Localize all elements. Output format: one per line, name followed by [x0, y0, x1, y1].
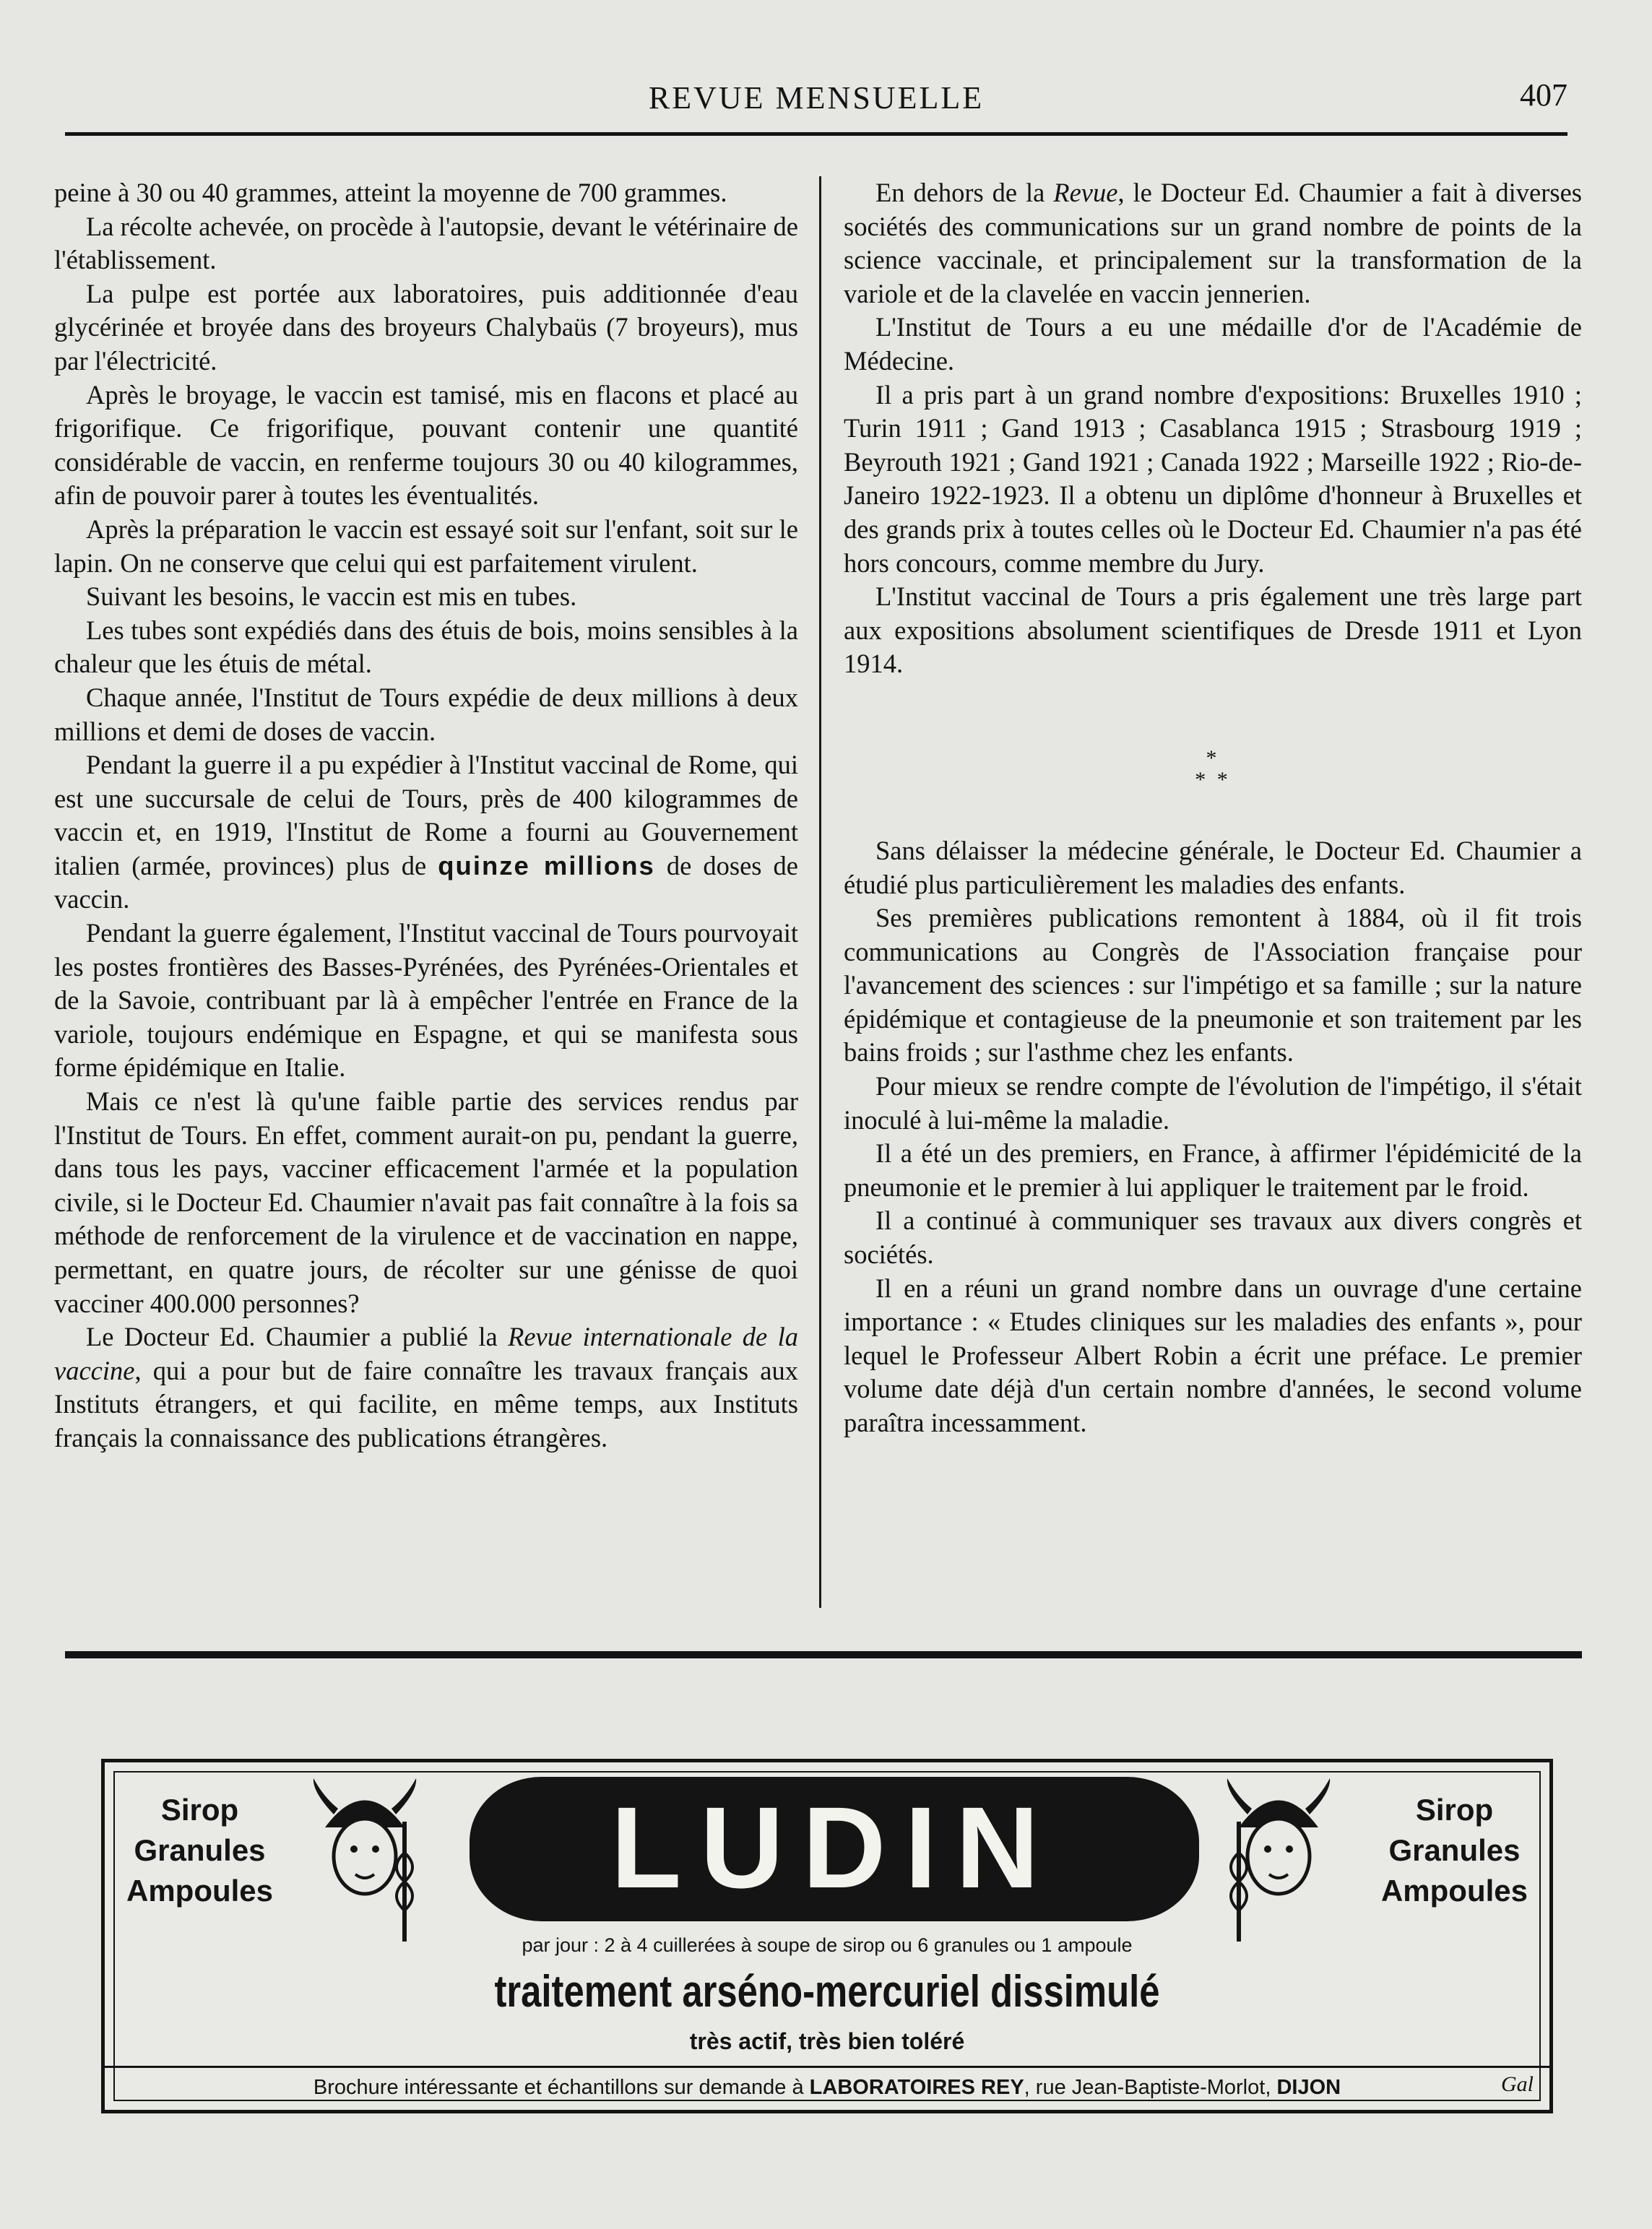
artist-signature: Gal — [1501, 2072, 1534, 2096]
paragraph: La pulpe est portée aux laboratoires, puis additionnée d'eau glycérinée et broyée dans des broyeurs Chalybaüs (7 broyeurs), mus par l'électricité. — [54, 278, 798, 376]
left-column — [54, 176, 798, 1455]
ad-form-item: Granules — [134, 1833, 266, 1867]
ad-form-item: Ampoules — [126, 1874, 274, 1908]
paragraph: Chaque année, l'Institut de Tours expédie de deux millions à deux millions et demi de doses de vaccin. — [54, 682, 798, 746]
paragraph: Après le broyage, le vaccin est tamisé, mis en flacons et placé au frigorifique. Ce frigorifique, pouvant contenir une quantité considérable de vaccin, en renferme toujours 30 ou 40 kilogrammes, afin de pouvoir parer à toutes les éventualités. — [54, 379, 798, 511]
asterism — [844, 745, 1582, 792]
paragraph: Il a continué à communiquer ses travaux aux divers congrès et sociétés. — [844, 1206, 1582, 1270]
paragraph: Il en a réuni un grand nombre dans un ouvrage d'une certaine importance : « Etudes cliniques sur les maladies des enfants », pour lequel le Professeur Albert Robin a écrit une préface. Le premier volume date déjà d'un certain nombre d'années, le second volume paraîtra incessamment. — [844, 1273, 1582, 1437]
journal-title: Revue — [1053, 178, 1118, 207]
ad-footer — [105, 2066, 1549, 2110]
page-header — [65, 72, 1567, 130]
ad-form-item: Sirop — [160, 1793, 239, 1827]
footer-address: , rue Jean-Baptiste-Morlot, — [1024, 2076, 1271, 2099]
paragraph: Il a pris part à un grand nombre d'expositions: Bruxelles 1910 ; Turin 1911 ; Gand 1913 ; Casablanca 1915 ; Strasbourg 1919 ; Beyrouth 1921 ; Gand 1921 ; Canada 1922 ; Marseille 1922 ; Rio-de-Janeiro 1922-1923. Il a obtenu un diplôme d'honneur à Bruxelles et des grands prix à toutes celles où le Docteur Ed. Chaumier n'a pas été hors concours, comme membre du Jury. — [844, 379, 1582, 578]
section-rule — [65, 1651, 1582, 1658]
paragraph — [844, 176, 1582, 311]
ad-treatment-headline: traitement arséno-mercuriel dissimulé — [494, 1967, 1160, 2017]
mercury-head-illustration — [311, 1777, 419, 1943]
asterism-bottom: * * — [1195, 767, 1231, 792]
ad-dosage: par jour : 2 à 4 cuillerées à soupe de sirop ou 6 granules ou 1 ampoule — [522, 1934, 1133, 1956]
paragraph: Après la préparation le vaccin est essayé soit sur l'enfant, soit sur le lapin. On ne conserve que celui qui est parfaitement virulent. — [54, 514, 798, 578]
advertisement — [101, 1759, 1553, 2113]
column-divider — [819, 176, 821, 1608]
paragraph: peine à 30 ou 40 grammes, atteint la moyenne de 700 grammes. — [54, 178, 727, 207]
text-run: En dehors de la — [875, 178, 1045, 207]
paragraph: Pendant la guerre également, l'Institut vaccinal de Tours pourvoyait les postes frontières des Basses-Pyrénées, des Pyrénées-Orientales et de la Savoie, contribuant par là à empêcher l'entrée en France de la variole, toujours endémique en Espagne, et qui se manifesta sous forme épidémique en Italie. — [54, 918, 798, 1083]
text-run: de doses de vaccin. — [54, 850, 799, 914]
paragraph: Il a été un des premiers, en France, à affirmer l'épidémicité de la pneumonie et le premier à lui appliquer le traitement par le froid. — [844, 1138, 1582, 1202]
asterism-top: * — [1206, 745, 1220, 770]
paragraph: La récolte achevée, on procède à l'autopsie, devant le vétérinaire de l'établissement. — [54, 211, 798, 275]
text-run: Le Docteur Ed. Chaumier a publié la — [86, 1322, 498, 1352]
emphasized-phrase: quinze millions — [438, 850, 655, 880]
paragraph: Mais ce n'est là qu'une faible partie des services rendus par l'Institut de Tours. En effet, comment aurait-on pu, pendant la guerre, dans tous les pays, vacciner efficacement l'armée et la population civile, si le Docteur Ed. Chaumier n'avait pas fait connaître à la fois sa méthode de renforcement de la virulence et de vaccination en nappe, permettant, en quatre jours, de récolter sur une génisse de quoi vacciner 400.000 personnes? — [54, 1086, 798, 1318]
ad-form-item: Granules — [1388, 1833, 1521, 1867]
footer-city: DIJON — [1276, 2076, 1341, 2099]
ad-form-item: Ampoules — [1380, 1874, 1528, 1908]
paragraph: L'Institut de Tours a eu une médaille d'or de l'Académie de Médecine. — [844, 312, 1582, 376]
mercury-head-illustration — [1224, 1777, 1333, 1943]
paragraph: Sans délaisser la médecine générale, le Docteur Ed. Chaumier a étudié plus particulièrement les maladies des enfants. — [844, 835, 1582, 899]
text-run: Pendant la guerre il a pu expédier à l'Institut vaccinal de Rome, qui est une succursale de celui de Tours, près de 400 kilogrammes de vaccin et, en 1919, l'Institut de Rome a fourni au Gouvernement italien (armée, provinces) plus de — [54, 750, 798, 880]
brand-name: LUDIN — [610, 1783, 1058, 1912]
paragraph: Ses premières publications remontent à 1884, où il fit trois communications au Congrès de l'Association française pour l'avancement des sciences : sur l'impétigo et sa famille ; sur la nature épidémique et contagieuse de la pneumonie et son traitement par les bains froids ; sur l'asthme chez les enfants. — [844, 903, 1582, 1068]
header-rule — [65, 132, 1567, 136]
paragraph — [54, 748, 798, 917]
page-number: 407 — [1520, 77, 1567, 113]
paragraph: L'Institut vaccinal de Tours a pris également une très large part aux expositions absolument scientifiques de Dresde 1911 et Lyon 1914. — [844, 581, 1582, 679]
brand-banner — [470, 1777, 1199, 1921]
footer-prefix: Brochure intéressante et échantillons sur demande à — [313, 2076, 804, 2099]
paragraph: Pour mieux se rendre compte de l'évolution de l'impétigo, il s'était inoculé à lui-même la maladie. — [844, 1071, 1582, 1135]
paragraph — [54, 1320, 798, 1455]
footer-lab-name: LABORATOIRES REY — [809, 2076, 1024, 2099]
text-run: , qui a pour but de faire connaître les travaux français aux Instituts étrangers, et qui facilite, en même temps, aux Instituts français la connaissance des publications étrangères. — [54, 1355, 798, 1453]
paragraph: Suivant les besoins, le vaccin est mis en tubes. — [86, 581, 577, 612]
text-run: , le Docteur Ed. Chaumier a fait à diverses sociétés des communications sur un grand nombre de points de la science vaccinale, et principalement sur la transformation de la variole et de la clavelée en vaccin jennerien. — [844, 178, 1582, 308]
running-title: REVUE MENSUELLE — [648, 80, 985, 116]
journal-title: Revue internationale de la vaccine — [54, 1322, 798, 1385]
ad-tolerance: très actif, très bien toléré — [689, 2028, 965, 2054]
ad-form-item: Sirop — [1415, 1793, 1494, 1827]
ad-footer-line — [105, 2076, 1549, 2100]
ad-forms-right — [1381, 1790, 1528, 1911]
ad-forms-left — [126, 1790, 273, 1911]
right-column — [844, 176, 1582, 1440]
paragraph: Les tubes sont expédiés dans des étuis de bois, moins sensibles à la chaleur que les étuis de métal. — [54, 615, 798, 679]
